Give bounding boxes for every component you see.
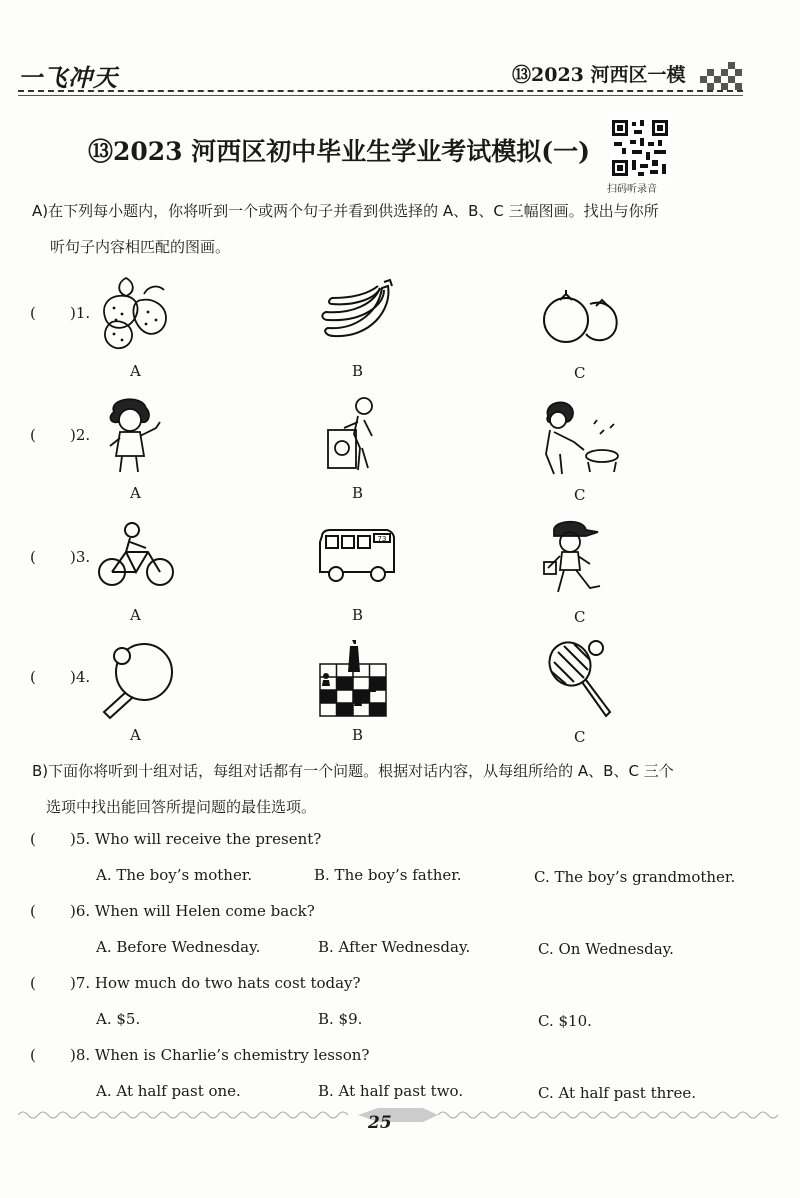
page-number: 25 bbox=[368, 1113, 392, 1133]
option-label: A bbox=[130, 606, 141, 624]
option-b[interactable]: B. The boy’s father. bbox=[314, 866, 462, 884]
option-b[interactable]: B. $9. bbox=[318, 1010, 363, 1028]
option-b[interactable]: B. At half past two. bbox=[318, 1082, 464, 1100]
option-label: A bbox=[130, 726, 141, 744]
answer-paren[interactable]: ( bbox=[30, 974, 36, 992]
question-number: )4. bbox=[70, 668, 91, 686]
qr-code-icon[interactable] bbox=[610, 118, 670, 178]
header-divider-thin bbox=[18, 95, 743, 96]
question-text: )5. Who will receive the present? bbox=[70, 830, 322, 848]
answer-paren[interactable]: ( bbox=[30, 548, 36, 566]
ping-pong-paddle-icon bbox=[96, 636, 176, 720]
tomatoes-icon bbox=[540, 286, 622, 346]
question-number: )2. bbox=[70, 426, 91, 444]
option-c[interactable]: C. On Wednesday. bbox=[538, 940, 674, 958]
option-label: C bbox=[574, 608, 586, 626]
tennis-racket-icon bbox=[544, 638, 614, 722]
woman-cooking-icon bbox=[540, 398, 624, 476]
bananas-icon bbox=[318, 276, 396, 348]
option-label: C bbox=[574, 364, 586, 382]
girl-waving-icon bbox=[100, 394, 164, 476]
section-a-instruction-1: A)在下列每小题内，你将听到一个或两个句子并看到供选择的 A、B、C 三幅图画。找出与你所 bbox=[32, 202, 659, 220]
option-label: A bbox=[130, 362, 141, 380]
section-b-instruction-2: 选项中找出能回答所提问题的最佳选项。 bbox=[46, 798, 317, 816]
answer-paren[interactable]: ( bbox=[30, 902, 36, 920]
option-a[interactable]: A. The boy’s mother. bbox=[96, 866, 253, 884]
option-a[interactable]: A. At half past one. bbox=[96, 1082, 241, 1100]
chess-board-icon bbox=[318, 636, 388, 718]
option-label: A bbox=[130, 484, 141, 502]
answer-paren[interactable]: ( bbox=[30, 668, 36, 686]
bus-number: 73 bbox=[377, 535, 387, 543]
page-title: ⑬2023 河西区初中毕业生学业考试模拟(一) bbox=[88, 137, 590, 166]
strawberries-icon bbox=[96, 272, 174, 352]
header-exam-title: ⑬2023 河西区一模 bbox=[512, 64, 686, 86]
section-b-instruction-1: B)下面你将听到十组对话，每组对话都有一个问题。根据对话内容，从每组所给的 A、B、C 三个 bbox=[32, 762, 674, 780]
bus-icon bbox=[316, 528, 396, 584]
section-a-instruction-2: 听句子内容相匹配的图画。 bbox=[50, 238, 231, 256]
question-number: )3. bbox=[70, 548, 91, 566]
header-divider bbox=[18, 90, 743, 92]
option-label: B bbox=[352, 484, 364, 502]
option-label: C bbox=[574, 728, 586, 746]
question-text: )6. When will Helen come back? bbox=[70, 902, 315, 920]
qr-caption: 扫码听录音 bbox=[607, 184, 657, 195]
option-c[interactable]: C. The boy’s grandmother. bbox=[534, 868, 736, 886]
option-c[interactable]: C. At half past three. bbox=[538, 1084, 696, 1102]
woman-washing-icon bbox=[324, 394, 392, 476]
answer-paren[interactable]: ( bbox=[30, 426, 36, 444]
question-number: )1. bbox=[70, 304, 91, 322]
option-b[interactable]: B. After Wednesday. bbox=[318, 938, 471, 956]
bicycle-icon bbox=[96, 520, 176, 588]
option-label: B bbox=[352, 362, 364, 380]
question-text: )8. When is Charlie’s chemistry lesson? bbox=[70, 1046, 370, 1064]
option-a[interactable]: A. $5. bbox=[96, 1010, 141, 1028]
answer-paren[interactable]: ( bbox=[30, 830, 36, 848]
question-text: )7. How much do two hats cost today? bbox=[70, 974, 361, 992]
option-label: C bbox=[574, 486, 586, 504]
answer-paren[interactable]: ( bbox=[30, 1046, 36, 1064]
brand-logo: 一飞冲天 bbox=[18, 64, 118, 92]
answer-paren[interactable]: ( bbox=[30, 304, 36, 322]
option-label: B bbox=[352, 606, 364, 624]
boy-running-icon bbox=[540, 518, 610, 596]
option-a[interactable]: A. Before Wednesday. bbox=[96, 938, 261, 956]
checker-decoration bbox=[700, 62, 744, 90]
option-label: B bbox=[352, 726, 364, 744]
footer-decoration bbox=[18, 1108, 782, 1122]
option-c[interactable]: C. $10. bbox=[538, 1012, 592, 1030]
